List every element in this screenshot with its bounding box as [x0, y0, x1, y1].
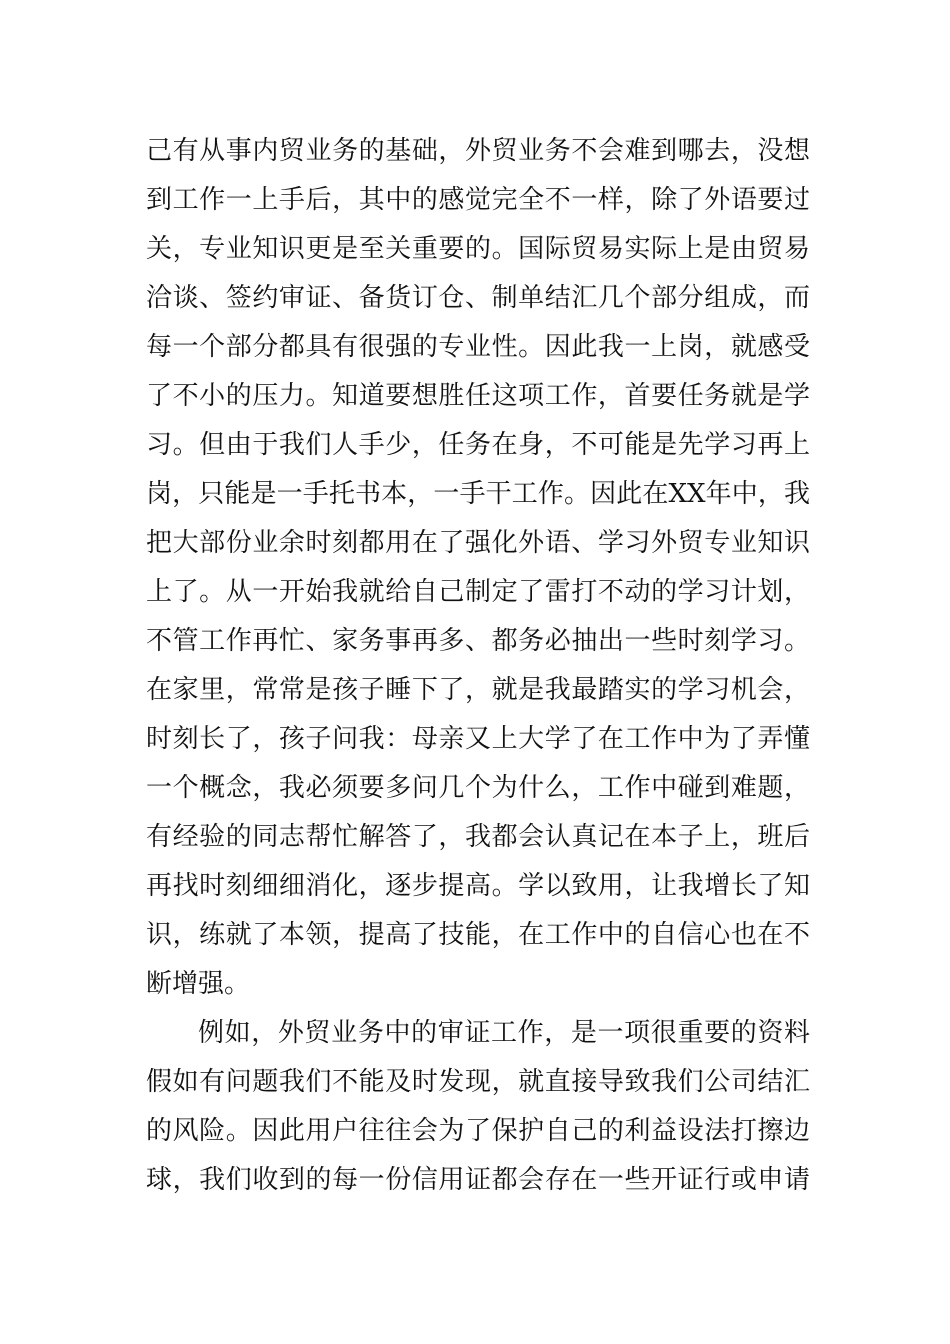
text-line: 例如，外贸业务中的审证工作，是一项很重要的资料	[198, 1018, 810, 1048]
text-line: 上了。从一开始我就给自己制定了雷打不动的学习计划，	[146, 577, 810, 607]
text-line: 一个概念，我必须要多问几个为什么，工作中碰到难题，	[146, 773, 810, 803]
paragraph-1	[146, 127, 810, 1009]
text-line: 每一个部分都具有很强的专业性。因此我一上岗，就感受	[146, 332, 810, 362]
text-line: 岗，只能是一手托书本，一手干工作。因此在XX年中，我	[146, 479, 810, 509]
text-line: 把大部份业余时刻都用在了强化外语、学习外贸专业知识	[146, 528, 810, 558]
text-line: 的风险。因此用户往往会为了保护自己的利益设法打擦边	[146, 1116, 810, 1146]
document-body	[146, 127, 810, 1205]
text-line: 到工作一上手后，其中的感觉完全不一样，除了外语要过	[146, 185, 810, 215]
text-line: 洽谈、签约审证、备货订仓、制单结汇几个部分组成，而	[146, 283, 810, 313]
text-line: 再找时刻细细消化，逐步提高。学以致用，让我增长了知	[146, 871, 810, 901]
text-line: 在家里，常常是孩子睡下了，就是我最踏实的学习机会，	[146, 675, 810, 705]
text-line: 习。但由于我们人手少，任务在身，不可能是先学习再上	[146, 430, 810, 460]
text-line: 时刻长了，孩子问我：母亲又上大学了在工作中为了弄懂	[146, 724, 810, 754]
text-line: 了不小的压力。知道要想胜任这项工作，首要任务就是学	[146, 381, 810, 411]
text-line: 不管工作再忙、家务事再多、都务必抽出一些时刻学习。	[146, 626, 810, 656]
text-line: 球，我们收到的每一份信用证都会存在一些开证行或申请	[146, 1165, 810, 1195]
text-line: 关，专业知识更是至关重要的。国际贸易实际上是由贸易	[146, 234, 810, 264]
text-line: 断增强。	[146, 969, 251, 999]
text-line: 识，练就了本领，提高了技能，在工作中的自信心也在不	[146, 920, 810, 950]
text-line: 有经验的同志帮忙解答了，我都会认真记在本子上，班后	[146, 822, 810, 852]
text-line: 假如有问题我们不能及时发现，就直接导致我们公司结汇	[146, 1067, 810, 1097]
paragraph-2	[146, 1009, 810, 1205]
text-line: 己有从事内贸业务的基础，外贸业务不会难到哪去，没想	[146, 136, 810, 166]
